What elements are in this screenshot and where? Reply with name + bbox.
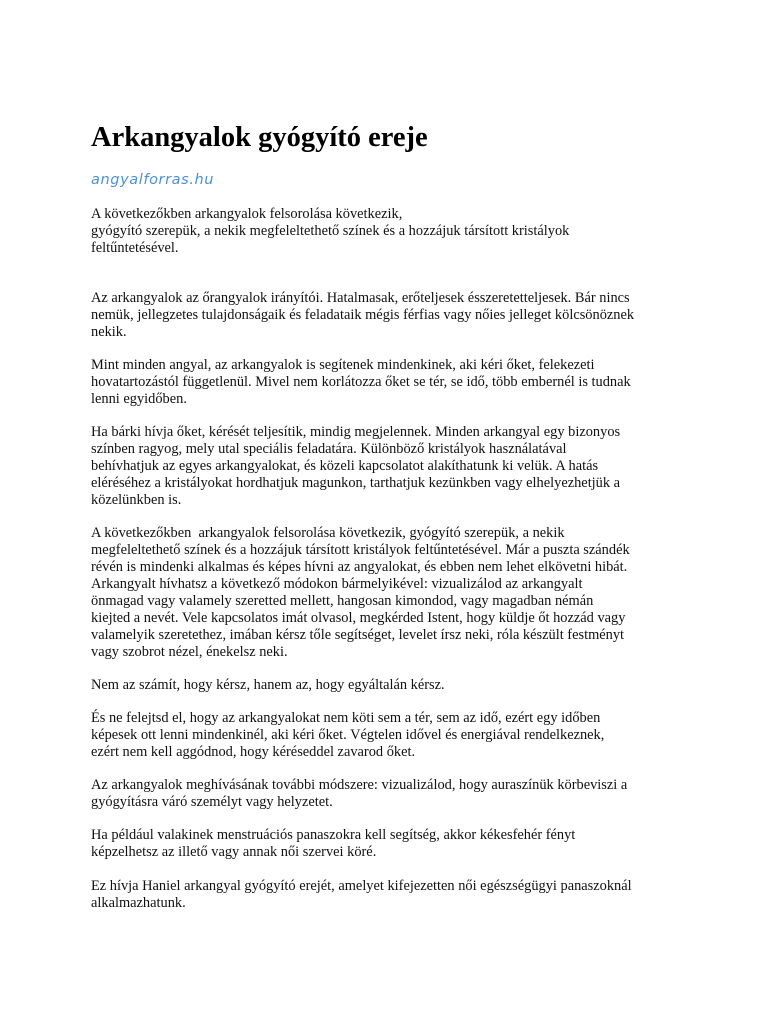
text-line: Mint minden angyal, az arkangyalok is segítenek mindenkinek, aki kéri őket, felekezeti <box>91 357 595 373</box>
text-line: önmagad vagy valamely szeretted mellett, hangosan kimondod, vagy magadban némán <box>91 593 594 609</box>
text-line: nemük, jellegzetes tulajdonságaik és feladataik mégis férfias vagy nőies jelleget kölcsönöznek <box>91 307 635 323</box>
paragraph-example <box>91 827 575 861</box>
paragraph-crystals <box>91 424 620 509</box>
text-line: nekik. <box>91 324 127 340</box>
paragraph-intro <box>91 206 569 257</box>
text-line: És ne felejtsd el, hogy az arkangyalokat nem köti sem a tér, sem az idő, ezért egy időben <box>91 710 601 726</box>
text-line: Az arkangyalok az őrangyalok irányítói. Hatalmasak, erőteljesek ésszeretetteljesek. Bár nincs <box>91 290 630 306</box>
text-line: Nem az számít, hogy kérsz, hanem az, hogy egyáltalán kérsz. <box>91 677 445 693</box>
paragraph-no-limits <box>91 710 604 761</box>
source-label: angyalforras.hu <box>91 172 215 188</box>
paragraph-archangels-role <box>91 290 634 341</box>
text-line: lenni egyidőben. <box>91 391 187 407</box>
text-line: Az arkangyalok meghívásának további módszere: vizualizálod, hogy auraszínük körbeviszi a <box>91 777 628 793</box>
text-line: gyógyító szerepük, a nekik megfeleltethető színek és a hozzájuk társított kristályok <box>91 223 570 239</box>
text-line: színben ragyog, mely utal speciális feladatára. Különböző kristályok használatával <box>91 441 567 457</box>
text-line: vagy szobrot nézel, énekelsz neki. <box>91 644 288 660</box>
text-line: közelünkben is. <box>91 492 182 508</box>
text-line: megfeleltethető színek és a hozzájuk társított kristályok feltűntetésével. Már a puszta szándék <box>91 542 630 558</box>
text-line: Ha például valakinek menstruációs panaszokra kell segítség, akkor kékesfehér fényt <box>91 827 576 843</box>
text-line: képzelhetsz az illető vagy annak női szervei köré. <box>91 844 377 860</box>
page-title: Arkangyalok gyógyító ereje <box>91 122 428 153</box>
paragraph-asking <box>91 677 445 694</box>
text-line: eléréséhez a kristályokat hordhatjuk magunkon, tarthatjuk kezünkben vagy elhelyezhetjük a <box>91 475 621 491</box>
text-line: kiejted a nevét. Vele kapcsolatos imát olvasol, megkérded Istent, hogy küldje őt hozzád vagy <box>91 610 626 626</box>
text-line: valamelyik szeretethez, imában kérsz tőle segítséget, levelet írsz neki, róla készült festményt <box>91 627 625 643</box>
paragraph-calling-methods <box>91 525 630 661</box>
paragraph-haniel <box>91 878 632 912</box>
text-line: hovatartozástól függetlenül. Mivel nem korlátozza őket se tér, se idő, több embernél is tudnak <box>91 374 631 390</box>
text-line: ezért nem kell aggódnod, hogy kéréseddel zavarod őket. <box>91 744 416 760</box>
text-line: Ez hívja Haniel arkangyal gyógyító erejét, amelyet kifejezetten női egészségügyi panaszoknál <box>91 878 632 894</box>
text-line: A következőkben arkangyalok felsorolása következik, gyógyító szerepük, a nekik <box>91 525 565 541</box>
paragraph-help-everyone <box>91 357 631 408</box>
text-line: alkalmazhatunk. <box>91 895 186 911</box>
text-line: behívhatjuk az egyes arkangyalokat, és közeli kapcsolatot alakíthatunk ki velük. A hatás <box>91 458 599 474</box>
paragraph-visualize <box>91 777 627 811</box>
text-line: képesek ott lenni mindenkinél, aki kéri őket. Végtelen idővel és energiával rendelkeznek, <box>91 727 605 743</box>
text-line: Ha bárki hívja őket, kérését teljesítik, mindig megjelennek. Minden arkangyal egy bizonyos <box>91 424 621 440</box>
text-line: Arkangyalt hívhatsz a következő módokon bármelyikével: vizualizálod az arkangyalt <box>91 576 583 592</box>
text-line: A következőkben arkangyalok felsorolása következik, <box>91 206 403 222</box>
text-line: gyógyításra váró személyt vagy helyzetet. <box>91 794 333 810</box>
text-line: feltűntetésével. <box>91 240 179 256</box>
text-line: révén is mindenki alkalmas és képes hívni az angyalokat, és ebben nem lehet elkövetni hibát. <box>91 559 628 575</box>
